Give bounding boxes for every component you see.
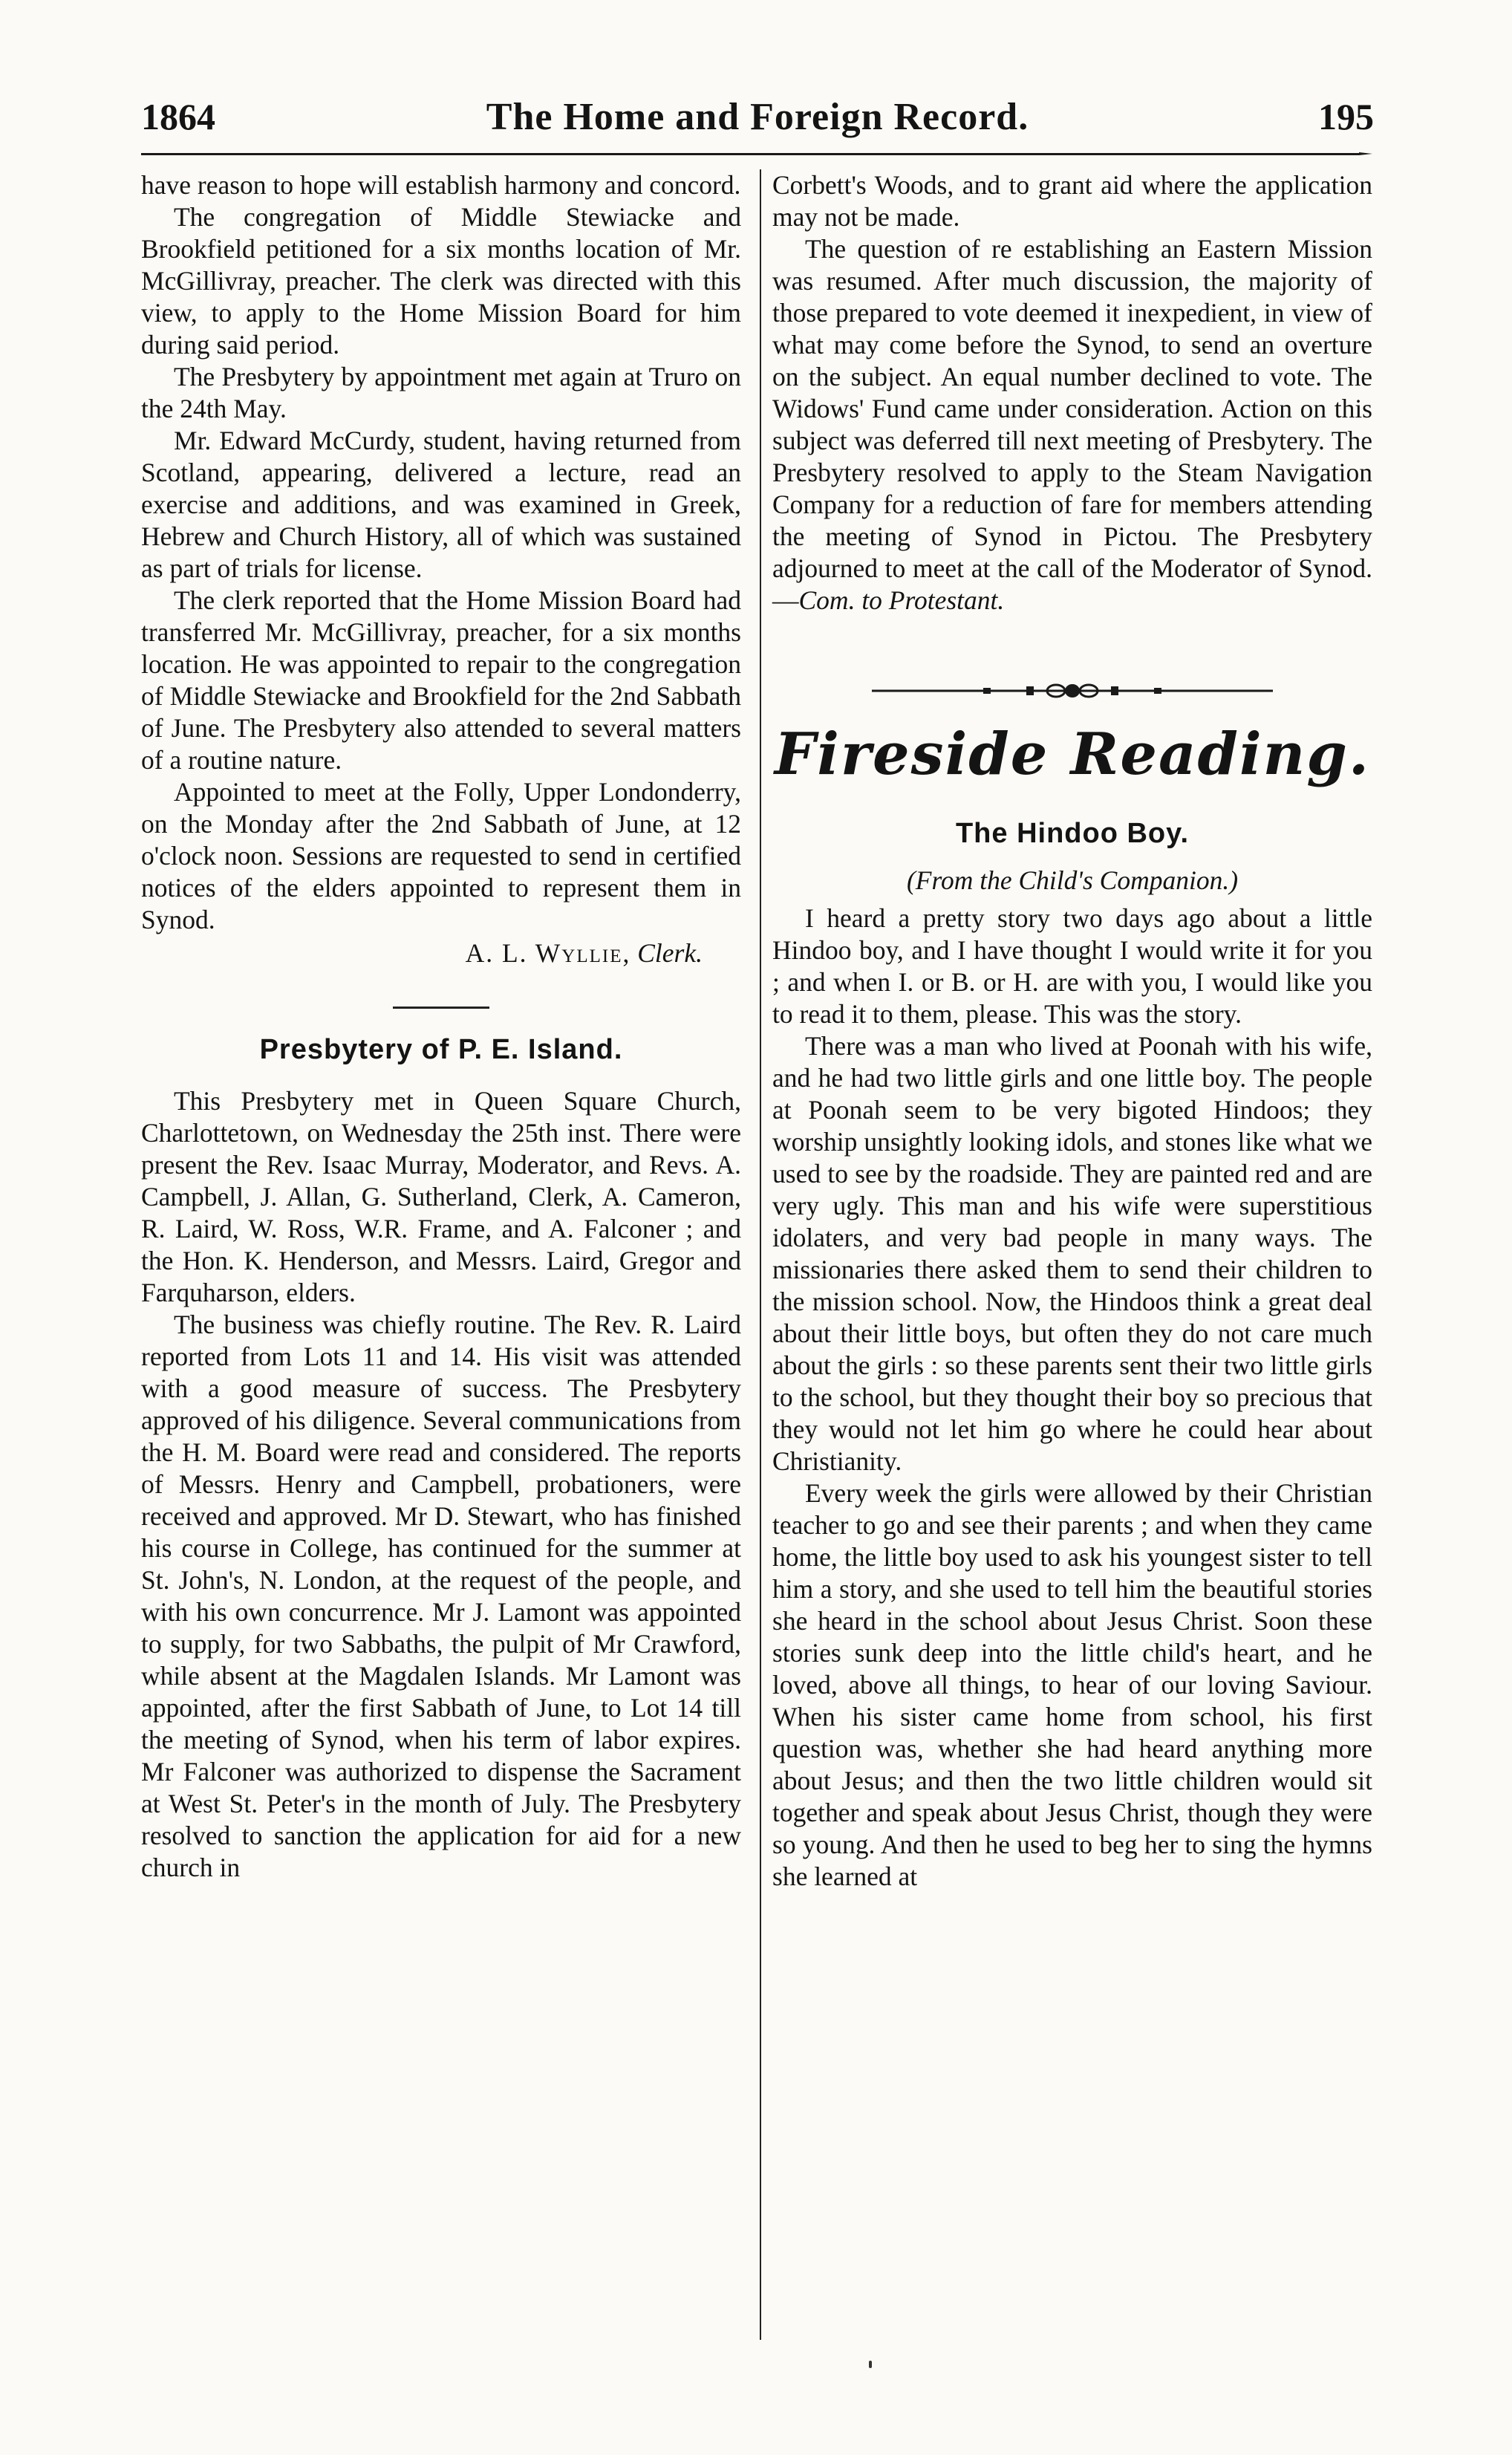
header-rule bbox=[141, 153, 1359, 155]
column-divider bbox=[760, 169, 761, 2340]
paragraph: The clerk reported that the Home Mission Board had transferred Mr. McGillivray, preacher, for a six months location. He was appointed to repair to the congregation of Middle Stewiacke and Brookfield for the 2nd Sabbath of June. The Presbytery also attended to several matters of a routine nature. bbox=[141, 585, 741, 775]
paragraph: There was a man who lived at Poonah with his wife, and he had two little girls and one little boy. The people at Poonah seem to be very bigoted Hindoos; they worship unsightly looking idols, and stones like what we used to see by the roadside. They are painted red and are very ugly. This man and his wife were superstitious idolaters, and very bad people in many ways. The missionaries there asked them to send their children to the mission school. Now, the Hindoos think a great deal about their little boys, but often they do not care much about the girls : so these parents sent their two little girls to the school, but they thought their boy so precious that they would not let him go where he could hear about Christianity. bbox=[772, 1031, 1372, 1476]
ornamental-divider bbox=[772, 682, 1372, 700]
paragraph: Every week the girls were allowed by their Christian teacher to go and see their parents ; and when they came home, the little boy used to ask his youngest sister to tell him a story, and she used to tell him the beautiful stories she heard in the school about Jesus Christ. Soon these stories sunk deep into the little child's heart, and he loved, above all things, to hear of our loving Saviour. When his sister came home from school, his first question was, whether she had heard anything more about Jesus; and then the two little children would sit together and speak about Jesus Christ, though they were so young. And then he used to beg her to sing the hymns she learned at bbox=[772, 1478, 1372, 1891]
story-title: The Hindoo Boy. bbox=[955, 818, 1190, 849]
paragraph: The business was chiefly routine. The Rev. R. Laird reported from Lots 11 and 14. His visit was attended with a good measure of success. The Presbytery approved of his diligence. Several communications from the H. M. Board were read and considered. The reports of Messrs. Henry and Campbell, probationers, were received and approved. Mr D. Stewart, who has finished his course in College, has continued for the summer at St. John's, N. London, at the request of the people, and with his own concurrence. Mr J. Lamont was appointed to supply, for two Sabbaths, the pulpit of Mr Crawford, while absent at the Magdalen Islands. Mr Lamont was appointed, after the first Sabbath of June, to Lot 14 till the meeting of Synod, when his term of labor expires. Mr Falconer was authorized to dispense the Sacrament at West St. Peter's in the month of July. The Presbytery resolved to sanction the application for aid for a new church in bbox=[141, 1310, 741, 1882]
header-year: 1864 bbox=[141, 96, 215, 137]
page-number: 195 bbox=[1318, 96, 1374, 137]
section-title-pei: Presbytery of P. E. Island. bbox=[259, 1034, 623, 1065]
clerk-signature bbox=[141, 937, 741, 969]
paragraph: have reason to hope will establish harmony and concord. bbox=[141, 170, 741, 200]
story-source: (From the Child's Companion.) bbox=[906, 865, 1239, 895]
signature-name: A. L. Wyllie, bbox=[465, 938, 631, 968]
paragraph: I heard a pretty story two days ago about a little Hindoo boy, and I have thought I would write it for you ; and when I. or B. or H. are with you, I would like you to read it to them, please. This was the story. bbox=[772, 903, 1372, 1029]
paragraph: Corbett's Woods, and to grant aid where the application may not be made. bbox=[772, 170, 1372, 232]
right-column bbox=[772, 169, 1372, 1893]
paragraph-with-attribution bbox=[772, 233, 1372, 617]
section-divider bbox=[393, 1007, 489, 1009]
left-column bbox=[141, 169, 741, 1884]
paragraph: Mr. Edward McCurdy, student, having returned from Scotland, appearing, delivered a lecture, read an exercise and additions, and was examined in Greek, Hebrew and Church History, all of which was sustained as part of trials for license. bbox=[141, 426, 741, 583]
signature-role: Clerk. bbox=[637, 938, 703, 968]
section-heading-fireside: Fireside Reading. bbox=[774, 721, 1371, 788]
left-column-paragraphs bbox=[141, 169, 741, 936]
attribution: Com. to Protestant. bbox=[798, 585, 1005, 615]
journal-title: The Home and Foreign Record. bbox=[486, 96, 1029, 138]
running-header bbox=[141, 95, 1374, 147]
paragraph: The congregation of Middle Stewiacke and Brookfield petitioned for a six months location of Mr. McGillivray, preacher. The clerk was directed with this view, to apply to the Home Mission Board for him during said period. bbox=[141, 202, 741, 360]
ornament-rule-icon bbox=[872, 682, 1273, 700]
paragraph: This Presbytery met in Queen Square Church, Charlottetown, on Wednesday the 25th inst. There were present the Rev. Isaac Murray, Moderator, and Revs. A. Campbell, J. Allan, G. Sutherland, Clerk, A. Cameron, R. Laird, W. Ross, W.R. Frame, and A. Falconer ; and the Hon. K. Henderson, and Messrs. Laird, Gregor and Farquharson, elders. bbox=[141, 1086, 741, 1307]
paragraph: The Presbytery by appointment met again at Truro on the 24th May. bbox=[141, 362, 741, 423]
print-mark bbox=[869, 2361, 872, 2368]
paragraph: Appointed to meet at the Folly, Upper Londonderry, on the Monday after the 2nd Sabbath of June, at 12 o'clock noon. Sessions are requested to send in certified notices of the elders appointed to represent them in Synod. bbox=[141, 777, 741, 934]
paragraph-text: The question of re establishing an Eastern Mission was resumed. After much discussion, the majority of those prepared to vote deemed it inexpedient, in view of what may come before the Synod, to send an overture on the subject. An equal number declined to vote. The Widows' Fund came under consideration. Action on this subject was deferred till next meeting of Presbytery. The Presbytery resolved to apply to the Steam Navigation Company for a reduction of fare for members attending the meeting of Synod in Pictou. The Presbytery adjourned to meet at the call of the Moderator of Synod.— bbox=[772, 234, 1372, 615]
